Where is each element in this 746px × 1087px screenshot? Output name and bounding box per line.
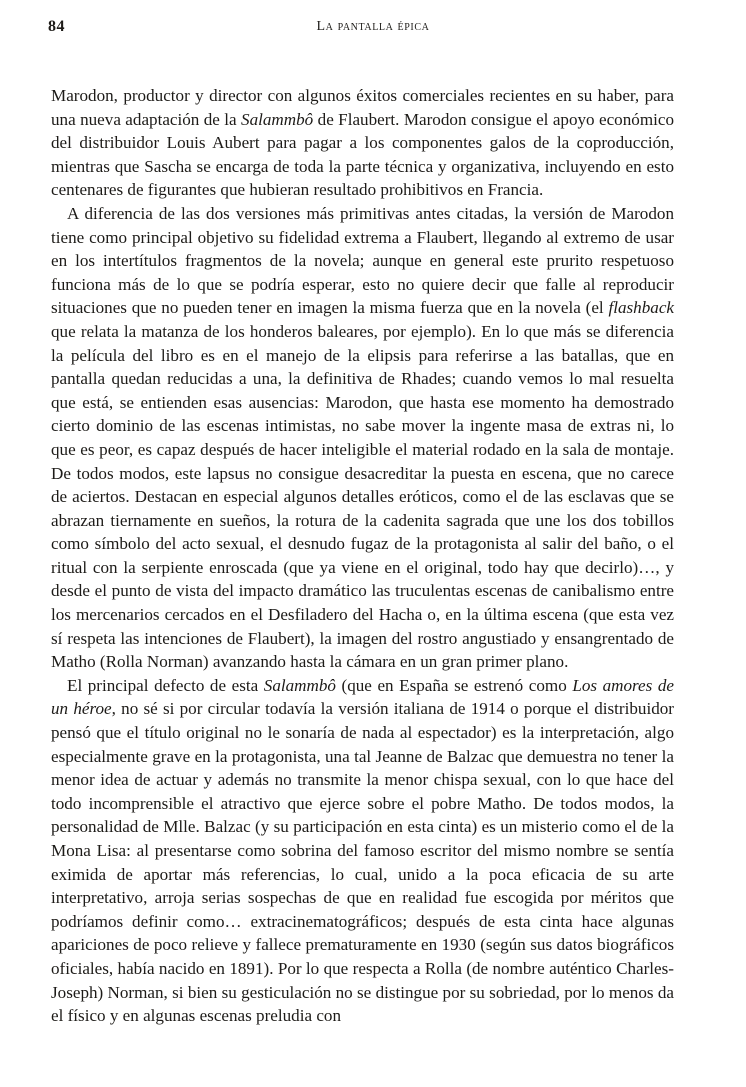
page-number: 84 [48, 18, 65, 35]
work-title: Salammbô [263, 675, 336, 695]
paragraph-2: A diferencia de las dos versiones más primitivas antes citadas, la versión de Marodon tiene como principal objetivo su fidelidad extrema a Flaubert, llegando al extremo de usar en los intertítulos fragmentos de la novela; aunque en general este prurito respetuoso funciona más de lo que se podría esperar, esto no quiere decir que falle al reproducir situaciones que no pueden tener en imagen la misma fuerza que en la novela (el flashback que relata la matanza de los honderos baleares, por ejemplo). En lo que más se diferencia la película del libro es en el manejo de la elipsis para referirse a las batallas, que en pantalla quedan reducidas a una, la definitiva de Rhades; cuando vemos lo mal resuelta que está, se entienden esas ausencias: Marodon, que hasta ese momento ha demostrado cierto dominio de las escenas intimistas, no sabe mover la ingente masa de extras ni, lo que es peor, es capaz después de hacer inteligible el material rodado en la sala de montaje. De todos modos, este lapsus no consigue desacreditar la puesta en escena, que no carece de aciertos. Destacan en especial algunos detalles eróticos, como el de las esclavas que se abrazan tiernamente en sueños, la rotura de la cadenita sagrada que une los dos tobillos como símbolo del acto sexual, el desnudo fugaz de la protagonista al salir del baño, o el ritual con la serpiente enroscada (que ya viene en el original, todo hay que decirlo)…, y desde el punto de vista del impacto dramático las truculentas escenas de canibalismo entre los mercenarios cercados en el Desfiladero del Hacha o, en la última escena (que esta vez sí respeta las intenciones de Flaubert), la imagen del rostro angustiado y ensangrentado de Matho (Rolla Norman) avanzando hasta la cámara en un gran primer plano. [51, 203, 674, 672]
work-title: Salammbô [241, 109, 314, 129]
body-text [51, 84, 674, 1028]
paragraph-1: Marodon, productor y director con algunos éxitos comerciales recientes en su haber, para una nueva adaptación de la Salammbô de Flaubert. Marodon consigue el apoyo económico del distribuidor Louis Aubert para pagar a los componentes galos de la coproducción, mientras que Sascha se encarga de toda la parte técnica y organizativa, incluyendo en esto centenares de figurantes que hubieran resultado prohibitivos en Francia. [51, 86, 674, 200]
running-head: La pantalla épica [316, 19, 430, 34]
paragraph-3: El principal defecto de esta Salammbô (que en España se estrenó como Los amores de un héroe, no sé si por circular todavía la versión italiana de 1914 o porque el distribuidor pensó que el título original no le sonaría de nada al espectador) es la interpretación, algo especialmente grave en la protagonista, una tal Jeanne de Balzac que demuestra no tener la menor idea de actuar y además no transmite la menor chispa sexual, con lo que hace del todo incomprensible el atractivo que ejerce sobre el pobre Matho. De todos modos, la personalidad de Mlle. Balzac (y su participación en esta cinta) es un misterio como el de la Mona Lisa: al presentarse como sobrina del famoso escritor del mismo nombre se sentía eximida de aportar más referencias, lo cual, unido a la poca eficacia de su arte interpretativo, arroja serias sospechas de que en realidad fue escogida por méritos que podríamos definir como… extracinematográficos; después de esta cinta hace algunas apariciones de poco relieve y fallece prematuramente en 1930 (según sus datos biográficos oficiales, había nacido en 1891). Por lo que respecta a Rolla (de nombre auténtico Charles-Joseph) Norman, si bien su gesticulación no se distingue por su sobriedad, por lo menos da el físico y en algunas escenas preludia con [51, 675, 674, 1026]
spanish-release-title: Los amores de un héroe [51, 675, 674, 719]
page-header [48, 18, 698, 42]
italic-term: flashback [608, 298, 674, 318]
